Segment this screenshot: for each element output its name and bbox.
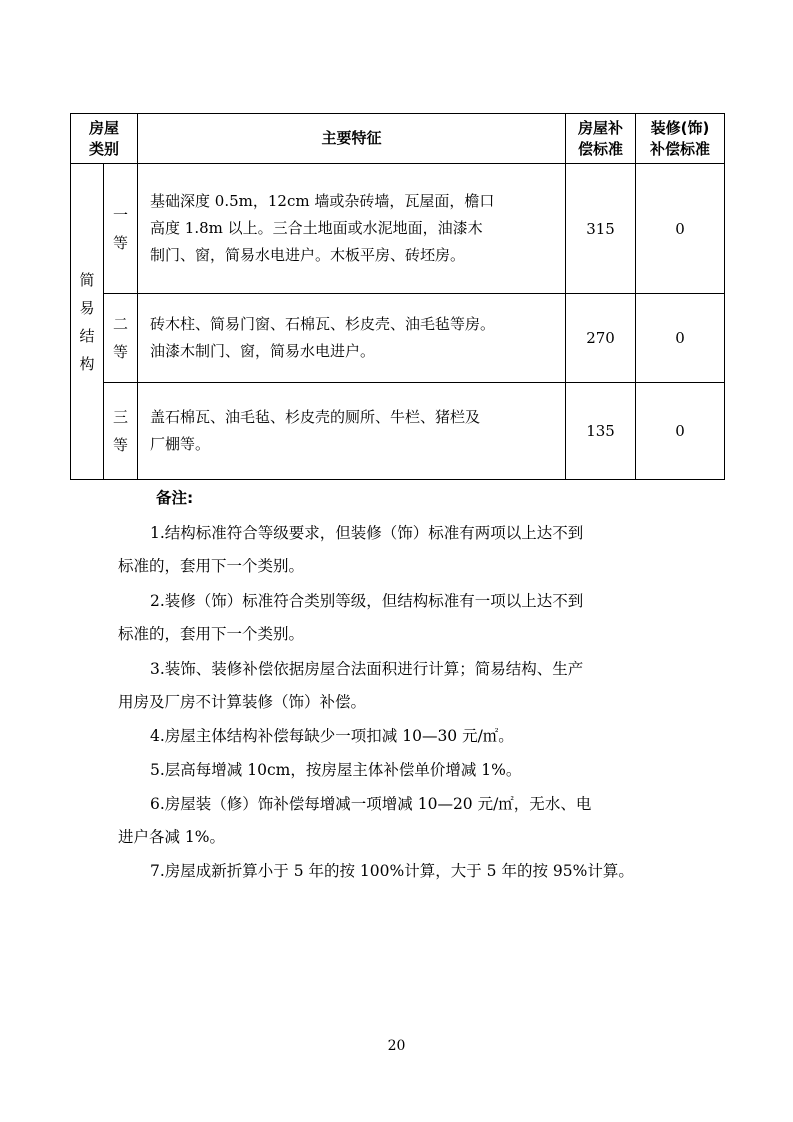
note-item (118, 855, 718, 888)
decoration-compensation-value: 0 (636, 294, 725, 383)
desc-line: 基础深度 0.5m，12cm 墙或杂砖墙，瓦屋面，檐口 (150, 192, 495, 210)
note-line: 3.装饰、装修补偿依据房屋合法面积进行计算；简易结构、生产 (150, 660, 584, 678)
header-house-comp-line2: 偿标准 (578, 139, 624, 158)
house-compensation-value: 315 (566, 164, 636, 294)
note-item (118, 720, 698, 753)
desc-line: 砖木柱、简易门窗、石棉瓦、杉皮壳、油毛毡等房。 (150, 315, 496, 333)
decoration-compensation-value: 0 (636, 383, 725, 480)
notes-title: 备注: (156, 489, 194, 507)
grade-char: 等 (113, 436, 129, 454)
house-compensation-value: 270 (566, 294, 636, 383)
note-line: 进户各减 1%。 (118, 828, 226, 846)
note-line: 7.房屋成新折算小于 5 年的按 100%计算，大于 5 年的按 95%计算。 (150, 862, 634, 880)
grade-char: 等 (113, 233, 129, 252)
desc-line: 盖石棉瓦、油毛毡、杉皮壳的厕所、牛栏、猪栏及 (150, 408, 481, 426)
grade-char: 三 (113, 408, 129, 426)
table-row (71, 294, 725, 383)
header-category-line1: 房屋 (89, 118, 120, 137)
grade-cell (104, 294, 138, 383)
note-item (118, 788, 698, 854)
table-row (71, 383, 725, 480)
header-category-line2: 类别 (89, 139, 120, 158)
note-line: 5.层高每增减 10cm，按房屋主体补偿单价增减 1%。 (150, 761, 522, 779)
group-label-char: 易 (79, 298, 95, 317)
note-line: 4.房屋主体结构补偿每缺少一项扣减 10—30 元/㎡。 (150, 727, 514, 745)
decoration-compensation-value: 0 (636, 164, 725, 294)
table-row (71, 164, 725, 294)
note-line: 6.房屋装（修）饰补偿每增减一项增减 10—20 元/㎡，无水、电 (150, 795, 592, 813)
header-deco-comp-line2: 补偿标准 (650, 139, 711, 158)
group-label-char: 简 (79, 270, 95, 289)
grade-cell (104, 164, 138, 294)
header-decoration-compensation (636, 114, 725, 164)
header-house-comp-line1: 房屋补 (578, 118, 624, 137)
note-line: 标准的，套用下一个类别。 (118, 625, 305, 643)
note-line: 用房及厂房不计算装修（饰）补偿。 (118, 693, 367, 711)
note-line: 标准的，套用下一个类别。 (118, 557, 305, 575)
note-item (118, 754, 698, 787)
feature-description (138, 294, 566, 383)
header-deco-comp-line1: 装修(饰) (650, 118, 710, 137)
group-label-char: 结 (79, 326, 95, 345)
group-label-simple-structure (71, 164, 104, 480)
feature-description (138, 164, 566, 294)
grade-char: 等 (113, 343, 129, 361)
note-item (118, 585, 698, 651)
page-number: 20 (387, 1038, 406, 1054)
feature-description (138, 383, 566, 480)
group-label-char: 构 (79, 354, 95, 373)
house-compensation-value: 135 (566, 383, 636, 480)
desc-line: 制门、窗，简易水电进户。木板平房、砖坯房。 (150, 246, 466, 264)
table-header-row (71, 114, 725, 164)
note-line: 2.装修（饰）标准符合类别等级，但结构标准有一项以上达不到 (150, 592, 584, 610)
grade-cell (104, 383, 138, 480)
desc-line: 油漆木制门、窗，简易水电进户。 (150, 342, 376, 360)
desc-line: 厂棚等。 (150, 435, 211, 453)
header-category (71, 114, 138, 164)
grade-char: 一 (113, 205, 129, 224)
header-features: 主要特征 (138, 114, 566, 164)
header-house-compensation (566, 114, 636, 164)
desc-line: 高度 1.8m 以上。三合土地面或水泥地面，油漆木 (150, 219, 483, 237)
note-item (118, 517, 698, 583)
note-line: 1.结构标准符合等级要求，但装修（饰）标准有两项以上达不到 (150, 524, 584, 542)
grade-char: 二 (113, 315, 129, 333)
note-item (118, 653, 698, 719)
compensation-table (70, 113, 725, 480)
